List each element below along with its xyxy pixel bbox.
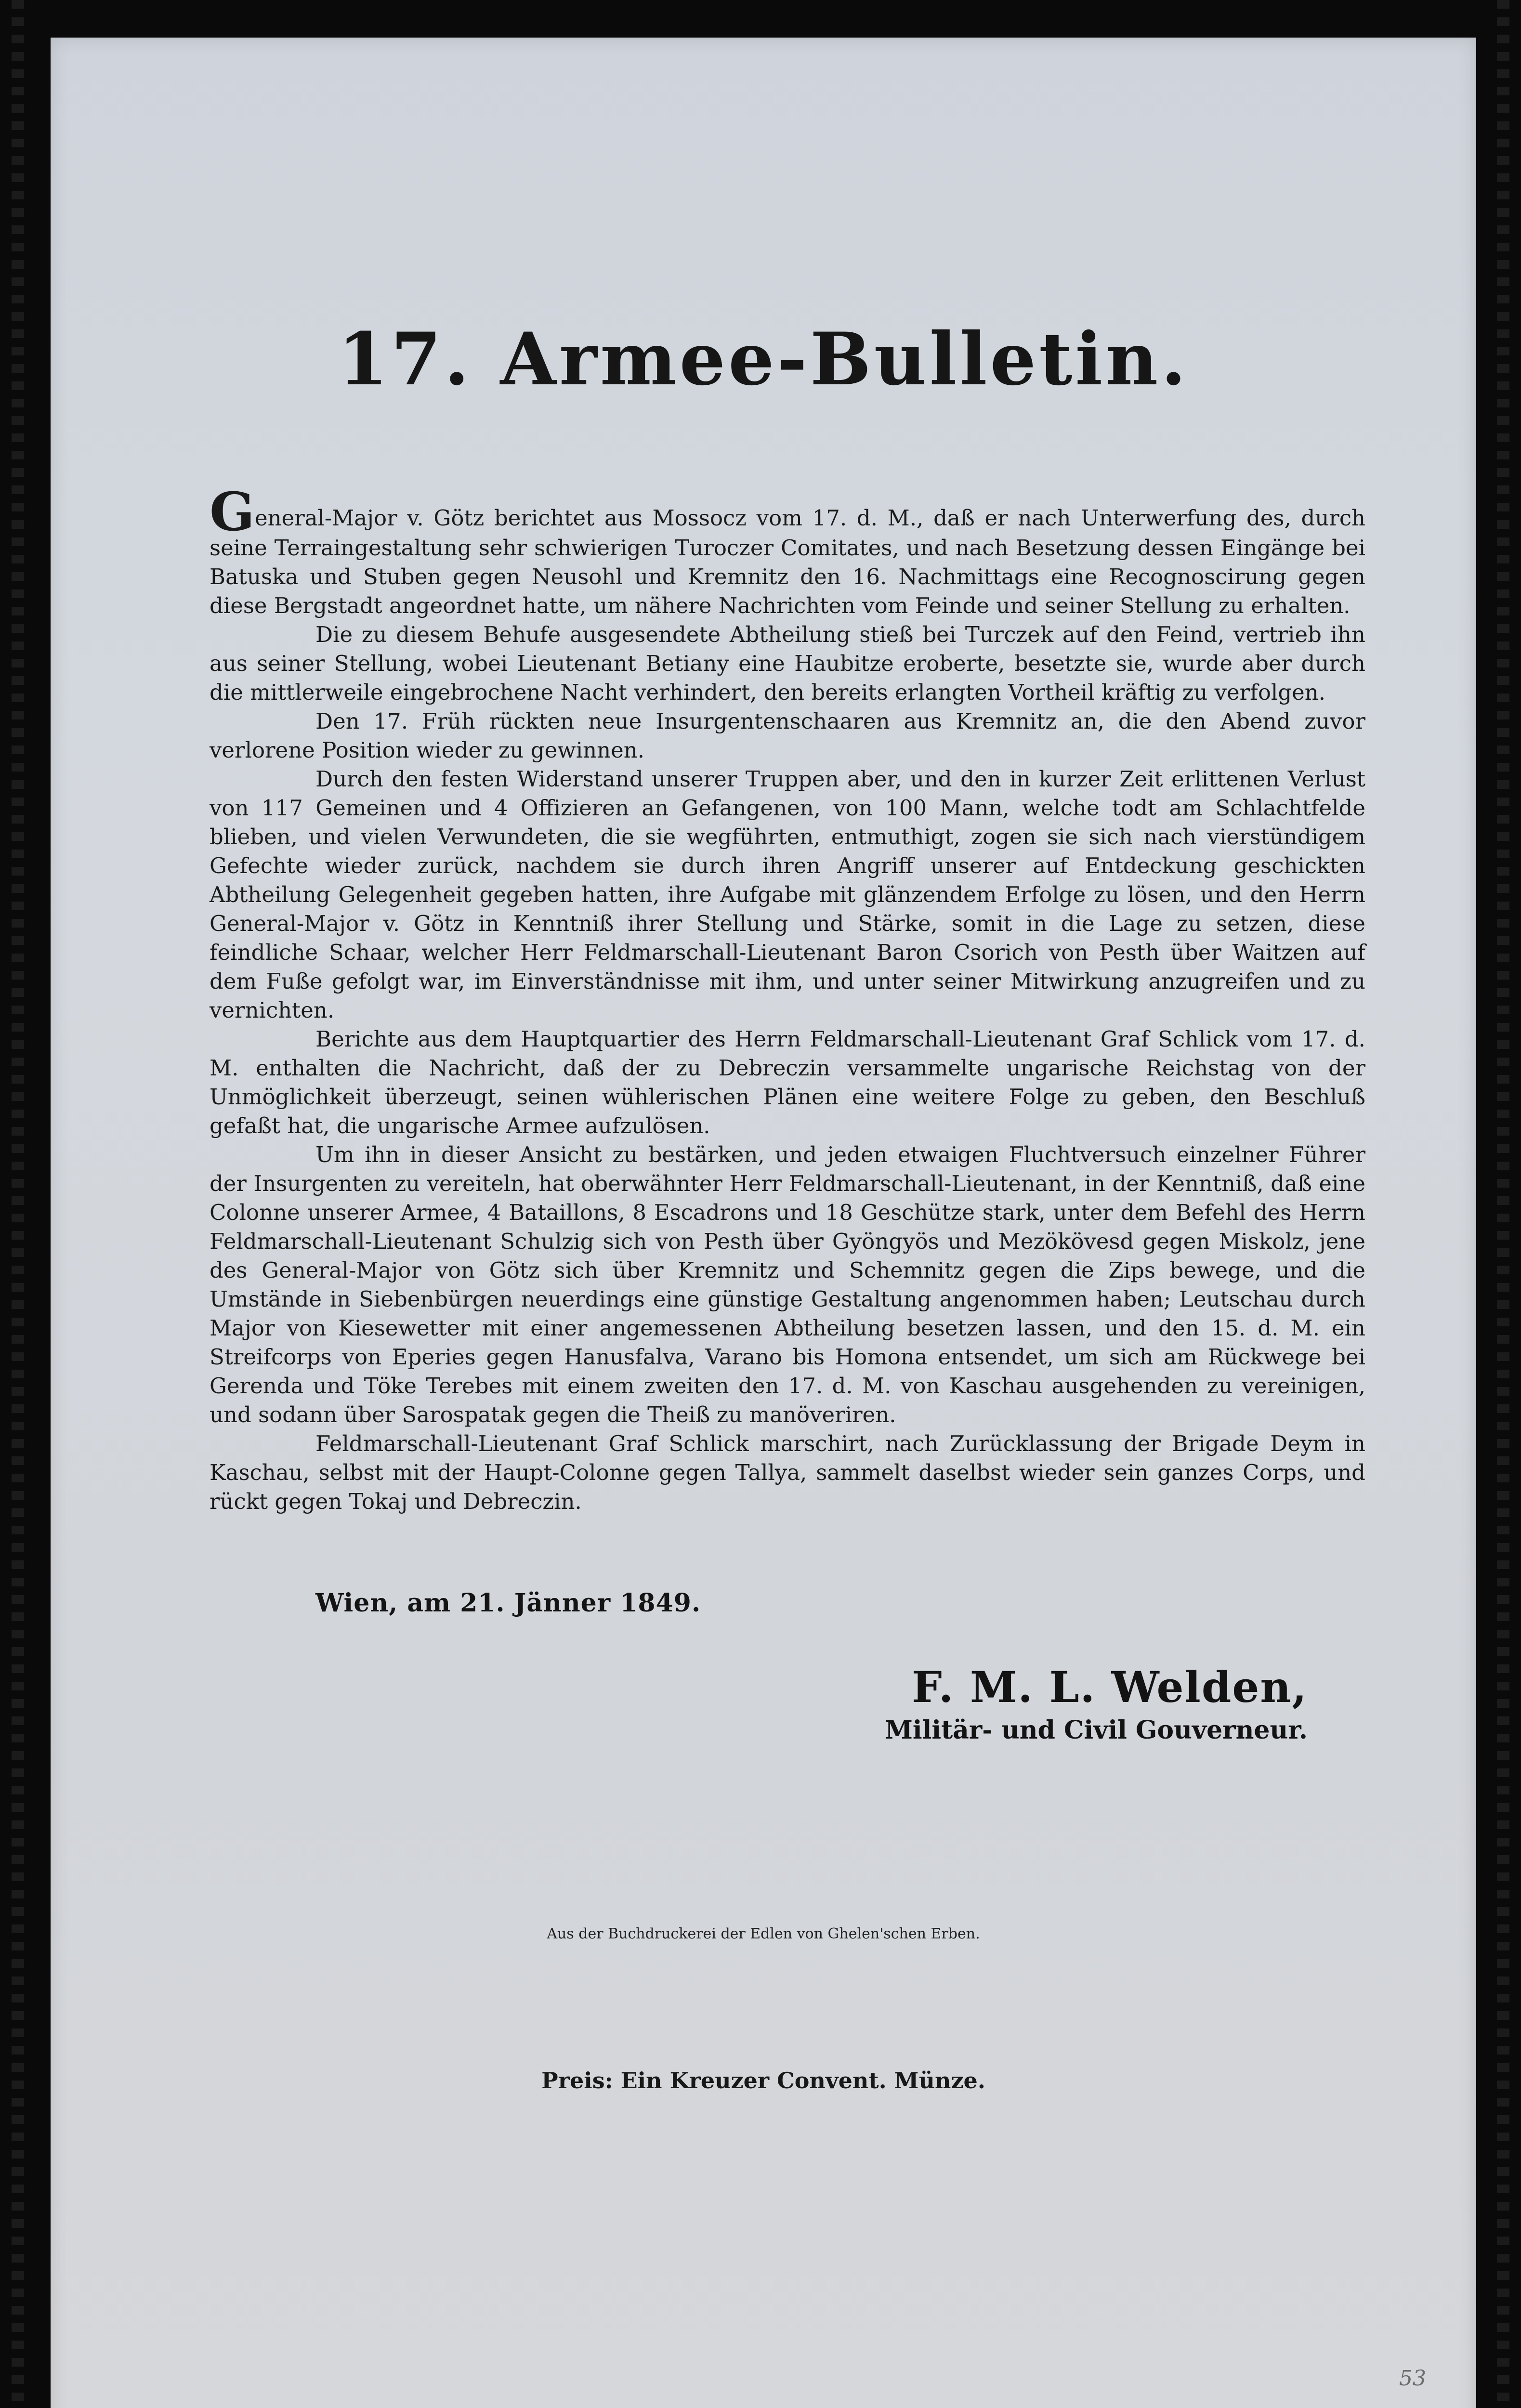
paragraph-7: Feldmarschall-Lieutenant Graf Schlick marschirt, nach Zurücklassung der Brigade Deym in Kaschau, selbst mit der Haupt-Colonne gegen Tallya, sammelt daselbst wieder sein ganzes Corps, und rückt gegen Tokaj und Debreczin. — [210, 1431, 1365, 1514]
dateline: Wien, am 21. Jänner 1849. — [315, 1588, 701, 1618]
bulletin-title: 17. Armee-Bulletin. — [338, 317, 1189, 402]
printer-imprint: Aus der Buchdruckerei der Edlen von Ghelen'schen Erben. — [547, 1925, 980, 1942]
folio-number: 53 — [1399, 2366, 1426, 2391]
signature-block — [885, 1661, 1308, 1747]
paragraph-6: Um ihn in dieser Ansicht zu bestärken, und jeden etwaigen Fluchtversuch einzelner Führer der Insurgenten zu vereiteln, hat oberwähnter Herr Feldmarschall-Lieutenant, in der Kenntniß, daß eine Colonne unserer Armee, 4 Bataillons, 8 Escadrons und 18 Geschütze stark, unter dem Befehl des Herrn Feldmarschall-Lieutenant Schulzig sich von Pesth über Gyöngyös und Mezökövesd gegen Miskolz, jene des General-Major von Götz sich über Kremnitz und Schemnitz gegen die Zips bewege, und die Umstände in Siebenbürgen neuerdings eine günstige Gestaltung angenommen haben; Leutschau durch Major von Kiesewetter mit einer angemessenen Abtheilung besetzen lassen, und den 15. d. M. ein Streifcorps von Eperies gegen Hanusfalva, Varano bis Homona entsendet, um sich am Rückwege bei Gerenda und Töke Terebes mit einem zweiten den 17. d. M. von Kaschau ausgehenden zu vereinigen, und sodann über Sarospatak gegen die Theiß zu manöveriren. — [210, 1142, 1365, 1427]
price-line: Preis: Ein Kreuzer Convent. Münze. — [541, 2068, 985, 2094]
bulletin-body — [210, 481, 1365, 1516]
paragraph-4: Durch den festen Widerstand unserer Truppen aber, und den in kurzer Zeit erlittenen Verlust von 117 Gemeinen und 4 Offizieren an Gefangenen, von 100 Mann, welche todt am Schlachtfelde blieben, und vielen Verwundeten, die sie wegführten, entmuthigt, zogen sie sich nach vierstündigem Gefechte wieder zurück, nachdem sie durch ihren Angriff unserer auf Entdeckung geschickten Abtheilung Gelegenheit gegeben hatten, ihre Aufgabe mit glänzendem Erfolge zu lösen, und den Herrn General-Major v. Götz in Kenntniß ihrer Stellung und Stärke, somit in die Lage zu setzen, diese feindliche Schaar, welcher Herr Feldmarschall-Lieutenant Baron Csorich von Pesth über Waitzen auf dem Fuße gefolgt war, im Einverständnisse mit ihm, und unter seiner Mitwirkung anzugreifen und zu vernichten. — [210, 766, 1365, 1023]
scan-edge-right — [1497, 0, 1509, 2408]
paragraph-1-text: eneral-Major v. Götz berichtet aus Mossocz vom 17. d. M., daß er nach Unterwerfung des, durch seine Terraingestaltung sehr schwierigen Turoczer Comitates, und nach Besetzung dessen Eingänge bei Batuska und Stuben gegen Neusohl und Kremnitz den 16. Nachmittags eine Recognoscirung gegen diese Bergstadt angeordnet hatte, um nähere Nachrichten vom Feinde und seiner Stellung zu erhalten. — [210, 505, 1365, 618]
scan-edge-left — [12, 0, 24, 2408]
signature-name: F. M. L. Welden, — [912, 1662, 1308, 1712]
paragraph-1 — [210, 481, 1365, 620]
dropcap-letter: G — [210, 481, 255, 543]
paper-sheet — [51, 38, 1476, 2408]
paragraph-2: Die zu diesem Behufe ausgesendete Abtheilung stieß bei Turczek auf den Feind, vertrieb ihn aus seiner Stellung, wobei Lieutenant Betiany eine Haubitze eroberte, besetzte sie, wurde aber durch die mittlerweile eingebrochene Nacht verhindert, den bereits erlangten Vortheil kräftig zu verfolgen. — [210, 622, 1365, 705]
paragraph-3: Den 17. Früh rückten neue Insurgentenschaaren aus Kremnitz an, die den Abend zuvor verlorene Position wieder zu gewinnen. — [210, 708, 1365, 763]
signature-title: Militär- und Civil Gouverneur. — [885, 1715, 1308, 1745]
paragraph-5: Berichte aus dem Hauptquartier des Herrn Feldmarschall-Lieutenant Graf Schlick vom 17. d. M. enthalten die Nachricht, daß der zu Debreczin versammelte ungarische Reichstag von der Unmöglichkeit überzeugt, seinen wühlerischen Plänen eine weitere Folge zu geben, den Beschluß gefaßt hat, die ungarische Armee aufzulösen. — [210, 1026, 1365, 1139]
